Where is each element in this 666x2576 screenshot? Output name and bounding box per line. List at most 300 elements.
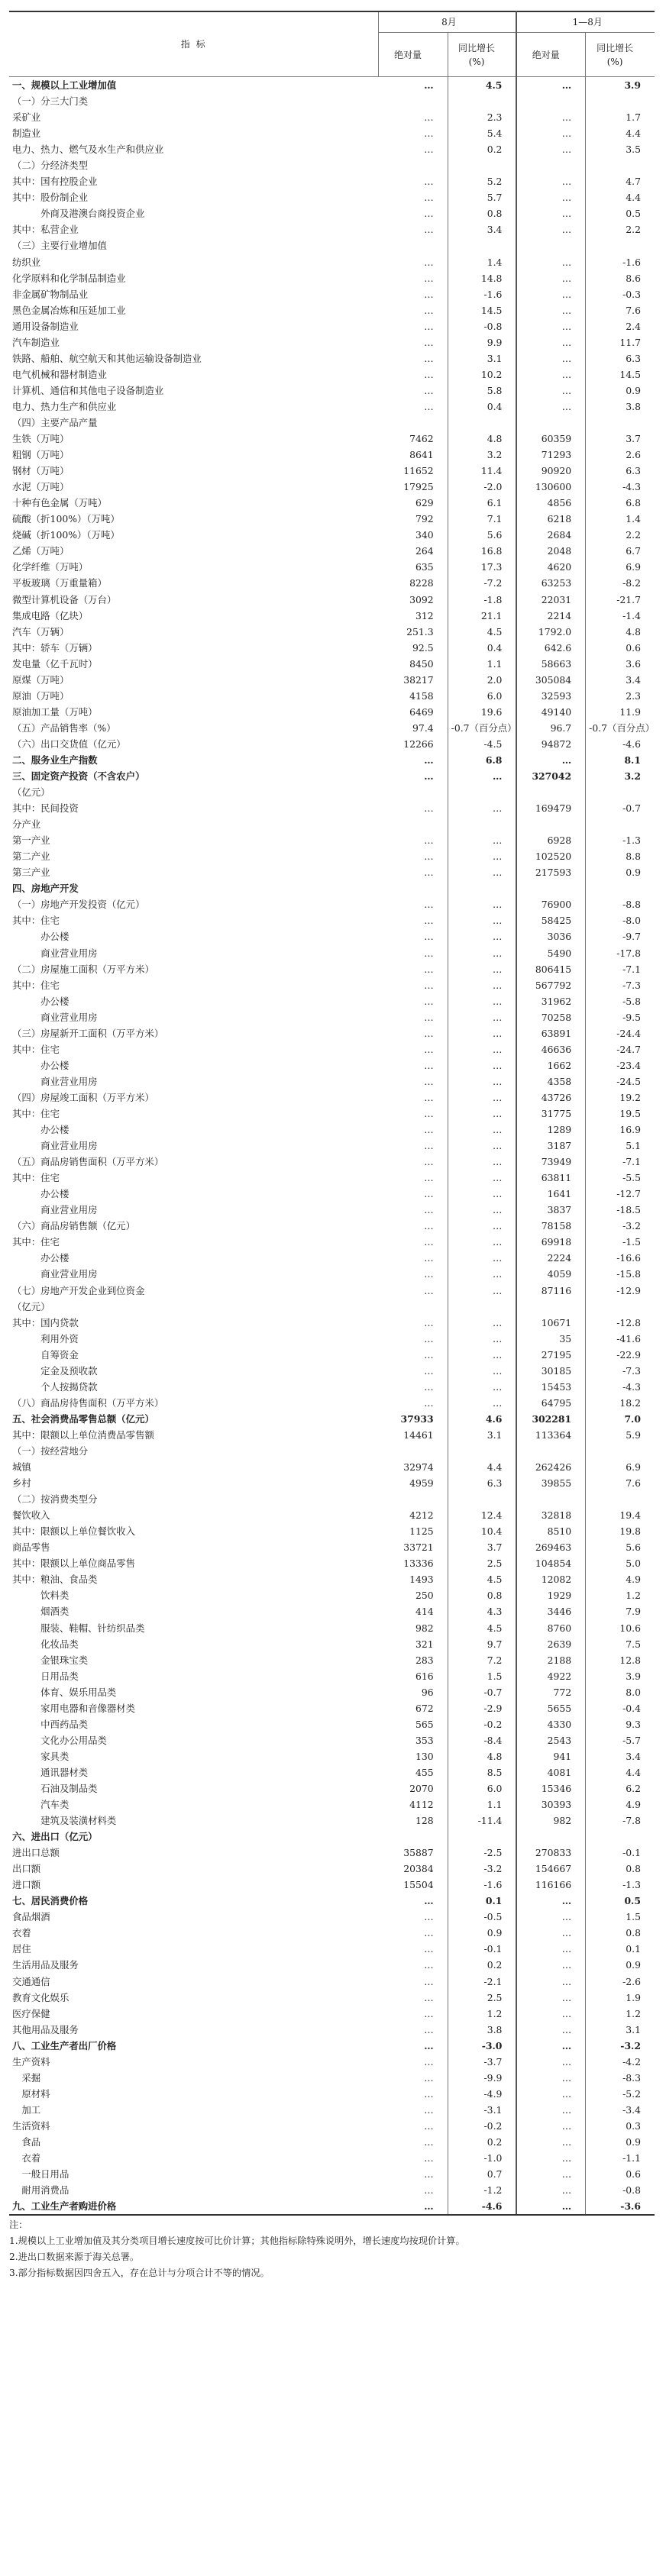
row-indicator: 化学原料和化学制品制造业 <box>12 272 126 284</box>
ytd-growth: -4.6 <box>586 736 655 752</box>
table-row <box>9 1764 655 1780</box>
ytd-absolute: 4620 <box>516 559 585 575</box>
ytd-growth: 19.8 <box>586 1523 655 1539</box>
month-growth: 4.8 <box>448 431 516 447</box>
month-growth: 5.8 <box>448 383 516 399</box>
ytd-absolute: … <box>516 2118 585 2134</box>
month-growth: 10.2 <box>448 366 516 383</box>
table-row <box>9 1089 655 1106</box>
ytd-absolute: … <box>516 383 585 399</box>
table-row <box>9 1363 655 1379</box>
month-growth: -2.1 <box>448 1974 516 1990</box>
month-growth: … <box>448 1122 516 1138</box>
row-indicator: 商业营业用房 <box>12 1011 98 1023</box>
month-growth: … <box>448 1138 516 1154</box>
ytd-group-header: 1—8月 <box>516 11 655 33</box>
ytd-growth: 1.4 <box>586 511 655 527</box>
month-absolute: … <box>424 947 434 959</box>
table-row <box>9 1603 655 1619</box>
ytd-absolute: 70258 <box>516 1009 585 1025</box>
table-row <box>9 1539 655 1555</box>
month-absolute: … <box>379 2198 448 2215</box>
row-indicator: 居住 <box>12 1943 31 1955</box>
month-growth: … <box>448 1106 516 1122</box>
header-row-groups <box>9 11 655 33</box>
statistics-table <box>9 11 655 2216</box>
table-row <box>9 1491 655 1507</box>
month-absolute: … <box>424 192 434 204</box>
ytd-growth: -5.5 <box>586 1170 655 1186</box>
ytd-absolute: 2048 <box>516 543 585 559</box>
row-indicator: 办公楼 <box>12 1059 70 1071</box>
ytd-absolute: 772 <box>516 1684 585 1700</box>
table-row <box>9 1186 655 1202</box>
row-indicator: 汽车类 <box>12 1799 70 1811</box>
ytd-growth: -1.5 <box>586 1234 655 1250</box>
month-absolute: 8641 <box>409 449 434 461</box>
month-absolute: … <box>424 1236 434 1248</box>
ytd-growth: 1.9 <box>586 1990 655 2006</box>
month-absolute: 6469 <box>409 705 434 718</box>
ytd-absolute: 941 <box>516 1748 585 1764</box>
ytd-growth: 2.2 <box>586 221 655 237</box>
row-indicator: （五）产品销售率（%） <box>12 721 116 734</box>
ytd-absolute: 2543 <box>516 1732 585 1748</box>
month-absolute: 8450 <box>409 657 434 670</box>
ytd-absolute: … <box>516 1925 585 1941</box>
row-indicator: 商业营业用房 <box>12 1268 98 1280</box>
row-indicator: 家具类 <box>12 1750 70 1762</box>
month-growth: 3.4 <box>448 221 516 237</box>
month-absolute: … <box>424 1156 434 1168</box>
ytd-absolute: … <box>516 2006 585 2022</box>
month-growth: … <box>448 848 516 864</box>
ytd-absolute: 31775 <box>516 1106 585 1122</box>
month-growth: 3.7 <box>448 1539 516 1555</box>
month-absolute <box>379 157 448 173</box>
ytd-absolute: 30393 <box>516 1796 585 1813</box>
table-row <box>9 1555 655 1571</box>
month-absolute: … <box>424 352 434 364</box>
ytd-growth: 3.4 <box>586 672 655 688</box>
ytd-absolute: 3446 <box>516 1603 585 1619</box>
row-indicator: 其他用品及服务 <box>12 2023 79 2035</box>
month-absolute: … <box>424 111 434 124</box>
ytd-absolute <box>516 1299 585 1315</box>
month-absolute: 4158 <box>409 689 434 702</box>
table-row <box>9 993 655 1009</box>
ytd-absolute: 31962 <box>516 993 585 1009</box>
ytd-growth: 4.4 <box>586 189 655 205</box>
month-growth: … <box>448 1250 516 1266</box>
ytd-absolute: 1929 <box>516 1587 585 1603</box>
ytd-absolute: 2188 <box>516 1652 585 1668</box>
row-indicator: 其中：国有控股企业 <box>12 176 98 188</box>
row-indicator: 建筑及装潢材料类 <box>12 1815 117 1827</box>
ytd-absolute: … <box>516 77 585 94</box>
table-row <box>9 2054 655 2070</box>
row-indicator: 其中：住宅 <box>12 1043 60 1055</box>
row-indicator: 原材料 <box>12 2087 50 2100</box>
note-item: 1.规模以上工业增加值及其分类项目增长速度按可比价计算；其他指标除特殊说明外，增长速度均按现价计算。 <box>9 2235 465 2246</box>
ytd-growth-header <box>586 33 655 77</box>
month-absolute: 340 <box>415 529 434 541</box>
ytd-growth: -1.3 <box>586 1877 655 1893</box>
row-indicator: （一）按经营地分 <box>12 1445 89 1457</box>
row-indicator: 定金及预收款 <box>12 1364 98 1377</box>
ytd-absolute: 113364 <box>516 1427 585 1443</box>
month-absolute <box>379 1829 448 1845</box>
month-absolute: … <box>424 208 434 220</box>
row-indicator: 通讯器材类 <box>12 1766 89 1778</box>
month-growth: … <box>448 1379 516 1395</box>
month-growth: 7.1 <box>448 511 516 527</box>
ytd-growth: 4.4 <box>586 1764 655 1780</box>
ytd-growth: -2.6 <box>586 1974 655 1990</box>
ytd-growth: 7.6 <box>586 302 655 318</box>
row-indicator: （三）房屋新开工面积（万平方米） <box>12 1027 164 1039</box>
table-row <box>9 864 655 880</box>
row-indicator: 其中：私营企业 <box>12 224 79 236</box>
table-row <box>9 495 655 511</box>
month-absolute: … <box>424 2103 434 2116</box>
row-indicator: （亿元） <box>12 1300 50 1312</box>
row-indicator: 一般日用品 <box>12 2168 70 2181</box>
ytd-growth: -12.7 <box>586 1186 655 1202</box>
row-indicator: 服装、鞋帽、针纺织品类 <box>12 1622 145 1634</box>
ytd-growth: 6.3 <box>586 463 655 479</box>
row-indicator: 制造业 <box>12 128 41 140</box>
table-row <box>9 912 655 928</box>
month-absolute: 4112 <box>409 1799 434 1811</box>
month-growth: … <box>448 912 516 928</box>
ytd-absolute: 982 <box>516 1813 585 1829</box>
ytd-growth: -1.6 <box>586 254 655 270</box>
ytd-growth <box>586 1829 655 1845</box>
ytd-absolute: 8760 <box>516 1620 585 1636</box>
row-indicator: 城镇 <box>12 1461 31 1474</box>
month-growth <box>448 816 516 832</box>
table-row <box>9 1957 655 1973</box>
month-absolute: … <box>424 272 434 284</box>
table-row <box>9 800 655 816</box>
month-growth: 8.5 <box>448 1764 516 1780</box>
ytd-growth <box>586 415 655 431</box>
table-row <box>9 1732 655 1748</box>
row-indicator: 其中：住宅 <box>12 1172 60 1184</box>
row-indicator: 其中：民间投资 <box>12 802 79 815</box>
table-row <box>9 848 655 864</box>
month-growth: 4.3 <box>448 1603 516 1619</box>
row-indicator: （八）商品房待售面积（万平方米） <box>12 1396 164 1409</box>
ytd-absolute: 63253 <box>516 575 585 591</box>
table-row <box>9 1845 655 1861</box>
month-absolute: … <box>424 2136 434 2148</box>
ytd-absolute: 1662 <box>516 1057 585 1073</box>
month-absolute: … <box>424 899 434 911</box>
table-row <box>9 2166 655 2182</box>
ytd-growth: 3.7 <box>586 431 655 447</box>
row-indicator: （二）房屋施工面积（万平方米） <box>12 963 154 975</box>
ytd-growth: 3.1 <box>586 2022 655 2038</box>
month-growth: 19.6 <box>448 704 516 720</box>
row-indicator: 文化办公用品类 <box>12 1734 107 1746</box>
table-row <box>9 77 655 94</box>
ytd-absolute: … <box>516 221 585 237</box>
table-row <box>9 1057 655 1073</box>
table-row <box>9 1909 655 1925</box>
ytd-growth <box>586 1491 655 1507</box>
table-row <box>9 1299 655 1315</box>
ytd-growth: -3.2 <box>586 2038 655 2054</box>
ytd-growth <box>586 880 655 896</box>
row-indicator: 衣着 <box>12 2152 41 2164</box>
ytd-absolute: 15346 <box>516 1780 585 1796</box>
ytd-growth: 6.9 <box>586 559 655 575</box>
month-absolute: … <box>424 979 434 991</box>
row-indicator: 其中：股份制企业 <box>12 192 89 204</box>
month-growth: 1.5 <box>448 1668 516 1684</box>
month-growth: -0.1 <box>448 1941 516 1957</box>
month-growth: … <box>448 1234 516 1250</box>
month-growth: 3.1 <box>448 350 516 366</box>
table-row <box>9 736 655 752</box>
month-absolute: … <box>424 128 434 140</box>
month-growth: 16.8 <box>448 543 516 559</box>
row-indicator: （四）主要产品产量 <box>12 416 98 428</box>
ytd-growth: -3.4 <box>586 2102 655 2118</box>
month-growth: -2.9 <box>448 1700 516 1716</box>
month-absolute: 33721 <box>403 1541 434 1554</box>
row-indicator: 商业营业用房 <box>12 1075 98 1087</box>
month-growth: 10.4 <box>448 1523 516 1539</box>
month-absolute: … <box>424 802 434 815</box>
ytd-absolute: 60359 <box>516 431 585 447</box>
row-indicator: 发电量（亿千瓦时） <box>12 657 98 670</box>
table-row <box>9 1796 655 1813</box>
ytd-absolute: 217593 <box>516 864 585 880</box>
ytd-growth: 4.9 <box>586 1796 655 1813</box>
month-growth: … <box>448 1347 516 1363</box>
month-growth: 3.8 <box>448 2022 516 2038</box>
month-growth: 3.2 <box>448 447 516 463</box>
ytd-growth: 0.9 <box>586 1957 655 1973</box>
row-indicator: 其中：限额以上单位餐饮收入 <box>12 1525 136 1538</box>
ytd-growth: 5.1 <box>586 1138 655 1154</box>
month-absolute: 672 <box>415 1702 434 1714</box>
ytd-growth: -0.1 <box>586 1845 655 1861</box>
month-absolute: … <box>424 867 434 879</box>
ytd-absolute: 2639 <box>516 1636 585 1652</box>
month-growth: 4.5 <box>448 1620 516 1636</box>
ytd-growth: -7.3 <box>586 977 655 993</box>
month-growth <box>448 1829 516 1845</box>
ytd-absolute: 39855 <box>516 1475 585 1491</box>
ytd-absolute <box>516 415 585 431</box>
month-growth: … <box>448 977 516 993</box>
month-absolute <box>379 816 448 832</box>
ytd-absolute: … <box>516 302 585 318</box>
row-indicator: 饮料类 <box>12 1590 70 1602</box>
table-row <box>9 205 655 221</box>
row-indicator: 交通通信 <box>12 1975 50 1987</box>
ytd-absolute: … <box>516 2022 585 2038</box>
table-row <box>9 318 655 334</box>
month-absolute: 7462 <box>409 433 434 445</box>
table-row <box>9 141 655 157</box>
row-indicator: 个人按揭贷款 <box>12 1380 98 1393</box>
ytd-growth: -12.9 <box>586 1283 655 1299</box>
ytd-absolute: … <box>516 2134 585 2150</box>
table-row <box>9 1025 655 1041</box>
row-indicator: 金银珠宝类 <box>12 1654 89 1666</box>
ytd-absolute: … <box>516 2086 585 2102</box>
table-row <box>9 896 655 912</box>
table-row <box>9 1990 655 2006</box>
row-indicator: 电力、热力生产和供应业 <box>12 400 117 412</box>
row-indicator: 化学纤维（万吨） <box>12 561 89 573</box>
month-absolute: … <box>424 384 434 396</box>
ytd-absolute: … <box>516 2182 585 2198</box>
ytd-growth: -5.2 <box>586 2086 655 2102</box>
month-growth: … <box>448 768 516 784</box>
ytd-absolute <box>516 93 585 109</box>
ytd-growth: 7.6 <box>586 1475 655 1491</box>
table-row <box>9 93 655 109</box>
row-indicator: 出口额 <box>12 1863 41 1875</box>
row-indicator: 衣着 <box>12 1927 31 1939</box>
ytd-growth: -4.3 <box>586 479 655 495</box>
ytd-absolute: 1289 <box>516 1122 585 1138</box>
table-row <box>9 2102 655 2118</box>
row-indicator: 电力、热力、燃气及水生产和供应业 <box>12 144 164 156</box>
table-row <box>9 157 655 173</box>
row-indicator: 中西药品类 <box>12 1718 89 1730</box>
table-row <box>9 1941 655 1957</box>
month-growth: 9.9 <box>448 334 516 350</box>
ytd-absolute: 27195 <box>516 1347 585 1363</box>
row-indicator: （六）出口交货值（亿元） <box>12 738 126 750</box>
month-absolute: … <box>424 1108 434 1119</box>
ytd-absolute: … <box>516 2038 585 2054</box>
table-row <box>9 1925 655 1941</box>
table-row <box>9 383 655 399</box>
row-indicator: （二）分经济类型 <box>12 160 89 172</box>
table-row <box>9 415 655 431</box>
month-absolute: … <box>424 1348 434 1361</box>
ytd-absolute <box>516 1443 585 1459</box>
ytd-growth: 3.4 <box>586 1748 655 1764</box>
ytd-growth: 5.9 <box>586 1427 655 1443</box>
month-growth: -4.5 <box>448 736 516 752</box>
month-growth: -4.6 <box>448 2198 516 2215</box>
row-indicator: 石油及制品类 <box>12 1782 98 1794</box>
row-indicator: 汽车制造业 <box>12 336 60 348</box>
ytd-growth: 3.9 <box>586 1668 655 1684</box>
month-growth: … <box>448 1025 516 1041</box>
month-absolute: … <box>424 1927 434 1939</box>
month-growth: 5.2 <box>448 173 516 189</box>
month-growth: -3.0 <box>448 2038 516 2054</box>
ytd-absolute: 32593 <box>516 688 585 704</box>
row-indicator: 分产业 <box>12 818 41 831</box>
ytd-absolute <box>516 157 585 173</box>
table-row <box>9 1523 655 1539</box>
table-row <box>9 1427 655 1443</box>
ytd-growth: -0.3 <box>586 286 655 302</box>
table-row <box>9 1748 655 1764</box>
month-growth: -0.7 <box>448 1684 516 1700</box>
table-row <box>9 688 655 704</box>
row-indicator: （亿元） <box>12 786 50 799</box>
month-growth: … <box>448 993 516 1009</box>
month-absolute <box>379 93 448 109</box>
ytd-growth: 1.2 <box>586 2006 655 2022</box>
table-row <box>9 1700 655 1716</box>
table-row <box>9 1636 655 1652</box>
ytd-absolute: … <box>516 2166 585 2182</box>
row-indicator: 商品零售 <box>12 1541 50 1554</box>
month-growth: … <box>448 1202 516 1218</box>
month-growth: 6.3 <box>448 1475 516 1491</box>
ytd-growth-unit: (%) <box>606 56 623 67</box>
row-indicator: 耐用消费品 <box>12 2184 70 2197</box>
table-row <box>9 543 655 559</box>
month-absolute: … <box>424 2184 434 2197</box>
row-indicator: 五、社会消费品零售总额（亿元） <box>12 1412 154 1425</box>
table-row <box>9 1379 655 1395</box>
month-absolute: 15504 <box>403 1879 434 1891</box>
month-growth: … <box>448 1283 516 1299</box>
ytd-absolute: 4922 <box>516 1668 585 1684</box>
ytd-absolute: 58425 <box>516 912 585 928</box>
ytd-absolute: 169479 <box>516 800 585 816</box>
table-row <box>9 961 655 977</box>
ytd-growth: 19.2 <box>586 1089 655 1106</box>
month-absolute: 312 <box>415 609 434 621</box>
month-absolute: … <box>424 1140 434 1152</box>
ytd-absolute: … <box>516 1974 585 1990</box>
month-growth: 4.5 <box>448 624 516 640</box>
month-absolute: 414 <box>415 1606 434 1618</box>
statistics-table-container <box>9 11 655 2576</box>
ytd-growth <box>586 1299 655 1315</box>
ytd-absolute: 30185 <box>516 1363 585 1379</box>
ytd-absolute: 130600 <box>516 479 585 495</box>
month-absolute: … <box>424 1268 434 1280</box>
month-absolute: 3092 <box>409 593 434 605</box>
row-indicator: 其中：限额以上单位商品零售 <box>12 1558 136 1570</box>
table-row <box>9 334 655 350</box>
ytd-growth: 11.9 <box>586 704 655 720</box>
row-indicator: 利用外资 <box>12 1332 79 1344</box>
table-row <box>9 125 655 141</box>
table-row <box>9 350 655 366</box>
month-growth: 21.1 <box>448 608 516 624</box>
row-indicator: （二）按消费类型分 <box>12 1493 98 1506</box>
row-indicator: 办公楼 <box>12 1252 70 1264</box>
month-absolute: 616 <box>415 1670 434 1682</box>
ytd-absolute: 305084 <box>516 672 585 688</box>
ytd-growth: 9.3 <box>586 1716 655 1732</box>
month-absolute: 283 <box>415 1654 434 1666</box>
ytd-absolute: 5655 <box>516 1700 585 1716</box>
ytd-growth: 8.8 <box>586 848 655 864</box>
month-absolute: … <box>424 1011 434 1023</box>
month-absolute: 1125 <box>409 1525 434 1538</box>
month-absolute: … <box>424 1284 434 1296</box>
ytd-growth: 19.5 <box>586 1106 655 1122</box>
